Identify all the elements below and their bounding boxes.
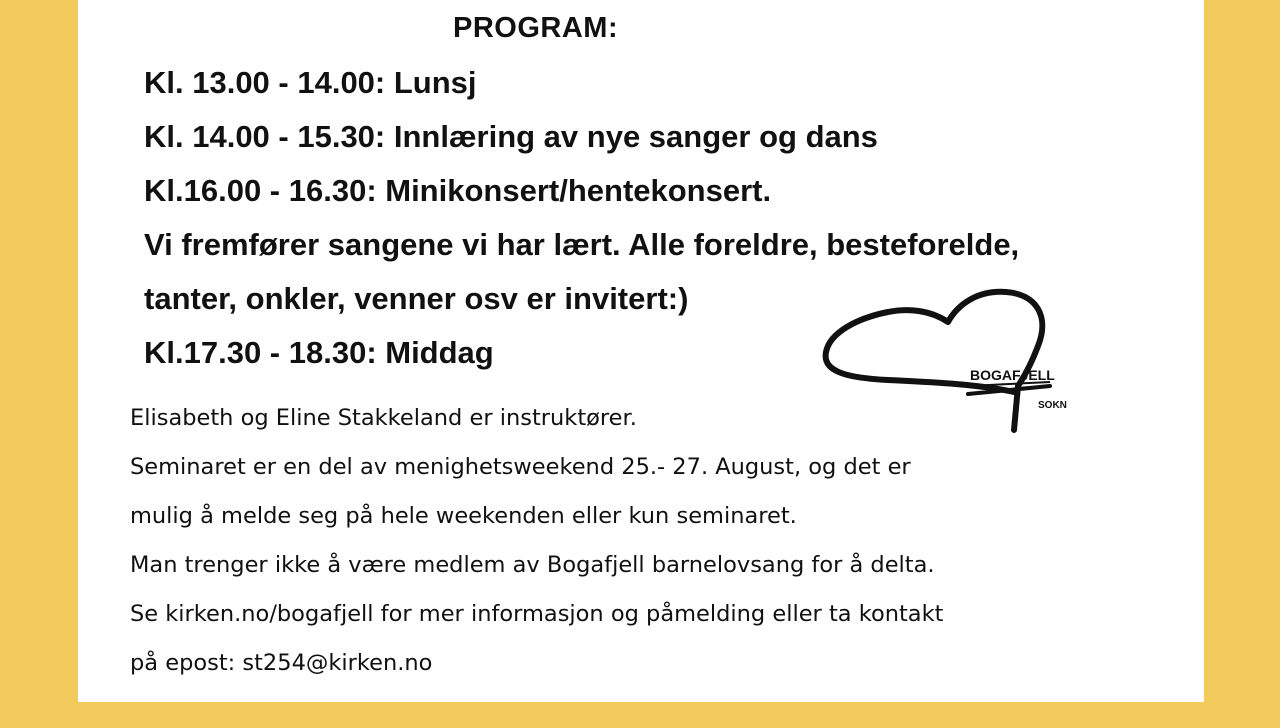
program-line-concert: Kl.16.00 - 16.30: Minikonsert/hentekonsert. bbox=[144, 173, 772, 208]
info-line-instructors: Elisabeth og Eline Stakkeland er instruktører. bbox=[130, 405, 637, 431]
info-line-membership: Man trenger ikke å være medlem av Bogafjell barnelovsang for å delta. bbox=[130, 552, 935, 578]
info-line-weekend: Seminaret er en del av menighetsweekend 25.- 27. August, og det er bbox=[130, 454, 911, 480]
program-line-lunch: Kl. 13.00 - 14.00: Lunsj bbox=[144, 65, 477, 100]
program-line-dinner: Kl.17.30 - 18.30: Middag bbox=[144, 335, 494, 370]
program-title: PROGRAM: bbox=[453, 12, 619, 44]
info-line-registration: mulig å melde seg på hele weekenden eller kun seminaret. bbox=[130, 503, 797, 529]
logo-sub: SOKN bbox=[1038, 400, 1067, 411]
program-line-invited: tanter, onkler, venner osv er invitert:) bbox=[144, 281, 689, 316]
program-line-learning: Kl. 14.00 - 15.30: Innlæring av nye sanger og dans bbox=[144, 119, 878, 154]
flyer-page bbox=[78, 0, 1204, 702]
info-list bbox=[130, 400, 943, 694]
info-line-website: Se kirken.no/bogafjell for mer informasjon og påmelding eller ta kontakt bbox=[130, 601, 944, 627]
program-line-performance: Vi fremfører sangene vi har lært. Alle foreldre, besteforelde, bbox=[144, 227, 1020, 262]
info-line-email: på epost: st254@kirken.no bbox=[130, 650, 433, 676]
logo-name: BOGAFJELL bbox=[970, 367, 1055, 383]
